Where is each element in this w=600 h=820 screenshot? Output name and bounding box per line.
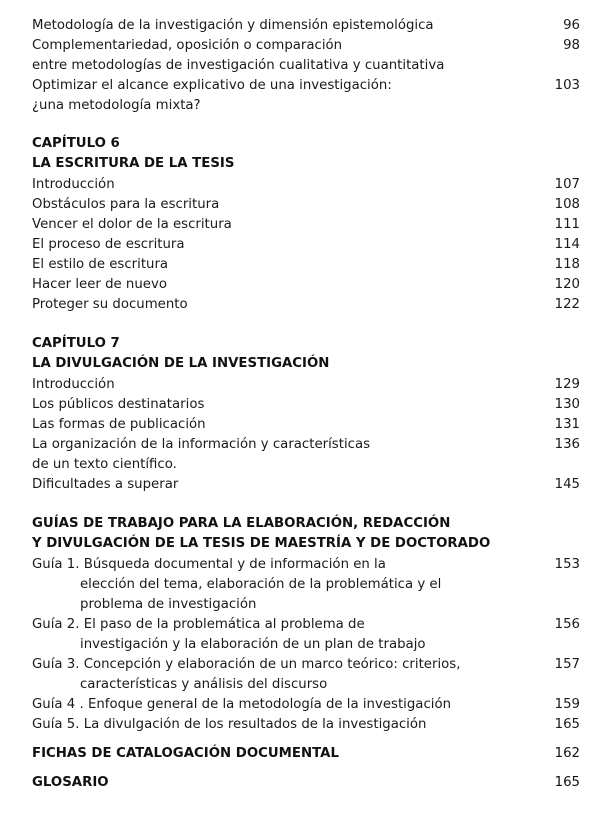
entry-title: La organización de la información y características	[32, 437, 371, 452]
entry-title: entre metodologías de investigación cualitativa y cuantitativa	[32, 58, 445, 73]
toc-entry	[32, 615, 580, 635]
entry-title: de un texto científico.	[32, 457, 177, 472]
toc-entry	[32, 36, 580, 56]
entry-page: 145	[554, 477, 580, 492]
entry-title: Guía 2. El paso de la problemática al problema de	[32, 617, 365, 632]
entry-title: Los públicos destinatarios	[32, 397, 205, 412]
entry-title: Introducción	[32, 377, 115, 392]
entry-page: 120	[554, 277, 580, 292]
entry-title: El proceso de escritura	[32, 237, 185, 252]
guides-title-line1: GUÍAS DE TRABAJO PARA LA ELABORACIÓN, REDACCIÓN	[32, 516, 451, 531]
toc-entry	[32, 415, 580, 435]
toc-entry	[32, 235, 580, 255]
entry-page: 165	[554, 775, 580, 790]
entry-title: Hacer leer de nuevo	[32, 277, 167, 292]
entry-page: 96	[563, 18, 580, 33]
entry-title: Dificultades a superar	[32, 477, 179, 492]
entry-title: Metodología de la investigación y dimensión epistemológica	[32, 18, 434, 33]
chapter-title: LA DIVULGACIÓN DE LA INVESTIGACIÓN	[32, 356, 330, 371]
entry-title: Guía 1. Búsqueda documental y de información en la	[32, 557, 386, 572]
entry-title: características y análisis del discurso	[80, 677, 328, 692]
toc-entry	[32, 655, 580, 675]
toc-entry	[80, 635, 580, 655]
toc-entry	[80, 675, 580, 695]
entry-title: investigación y la elaboración de un plan de trabajo	[80, 637, 426, 652]
entry-page: 107	[554, 177, 580, 192]
entry-title: elección del tema, elaboración de la problemática y el	[80, 577, 442, 592]
entry-page: 153	[554, 557, 580, 572]
chapter-label: CAPÍTULO 7	[32, 336, 120, 351]
entry-title: problema de investigación	[80, 597, 257, 612]
entry-page: 136	[554, 437, 580, 452]
chapter-label: CAPÍTULO 6	[32, 136, 120, 151]
entry-title: Optimizar el alcance explicativo de una investigación:	[32, 78, 392, 93]
toc-entry	[32, 295, 580, 315]
entry-title: FICHAS DE CATALOGACIÓN DOCUMENTAL	[32, 746, 339, 761]
entry-page: 111	[554, 217, 580, 232]
entry-title: Obstáculos para la escritura	[32, 197, 220, 212]
toc-entry	[32, 275, 580, 295]
entry-title: El estilo de escritura	[32, 257, 169, 272]
toc-entry	[32, 715, 580, 735]
entry-page: 114	[554, 237, 580, 252]
entry-page: 108	[554, 197, 580, 212]
entry-title: Las formas de publicación	[32, 417, 206, 432]
toc-entry	[80, 595, 580, 615]
entry-page: 130	[554, 397, 580, 412]
toc-entry	[32, 76, 580, 96]
entry-page: 103	[554, 78, 580, 93]
toc-entry	[32, 455, 580, 475]
toc-entry	[80, 575, 580, 595]
toc-entry	[32, 195, 580, 215]
entry-page: 98	[563, 38, 580, 53]
guides-title-line2: Y DIVULGACIÓN DE LA TESIS DE MAESTRÍA Y DE DOCTORADO	[32, 536, 491, 551]
toc-entry	[32, 375, 580, 395]
entry-page: 131	[554, 417, 580, 432]
entry-page: 162	[554, 746, 580, 761]
entry-title: Vencer el dolor de la escritura	[32, 217, 232, 232]
toc-entry	[32, 255, 580, 275]
entry-title: Guía 3. Concepción y elaboración de un marco teórico: criterios,	[32, 657, 461, 672]
toc-entry	[32, 555, 580, 575]
entry-title: GLOSARIO	[32, 775, 109, 790]
entry-page: 129	[554, 377, 580, 392]
toc-entry	[32, 96, 580, 116]
entry-page: 118	[554, 257, 580, 272]
entry-title: ¿una metodología mixta?	[32, 98, 201, 113]
entry-page: 157	[554, 657, 580, 672]
entry-page: 165	[554, 717, 580, 732]
entry-page: 122	[554, 297, 580, 312]
entry-title: Proteger su documento	[32, 297, 188, 312]
toc-entry	[32, 16, 580, 36]
entry-title: Guía 5. La divulgación de los resultados de la investigación	[32, 717, 427, 732]
toc-entry	[32, 475, 580, 495]
toc-entry	[32, 395, 580, 415]
toc-entry-fichas	[32, 744, 580, 764]
toc-entry	[32, 215, 580, 235]
entry-title: Introducción	[32, 177, 115, 192]
toc-entry	[32, 175, 580, 195]
toc-entry	[32, 695, 580, 715]
entry-title: Guía 4 . Enfoque general de la metodología de la investigación	[32, 697, 452, 712]
entry-title: Complementariedad, oposición o comparación	[32, 38, 343, 53]
toc-entry	[32, 435, 580, 455]
entry-page: 156	[554, 617, 580, 632]
chapter-title: LA ESCRITURA DE LA TESIS	[32, 156, 235, 171]
toc-entry	[32, 56, 580, 76]
toc-entry-glosario	[32, 773, 580, 793]
entry-page: 159	[554, 697, 580, 712]
